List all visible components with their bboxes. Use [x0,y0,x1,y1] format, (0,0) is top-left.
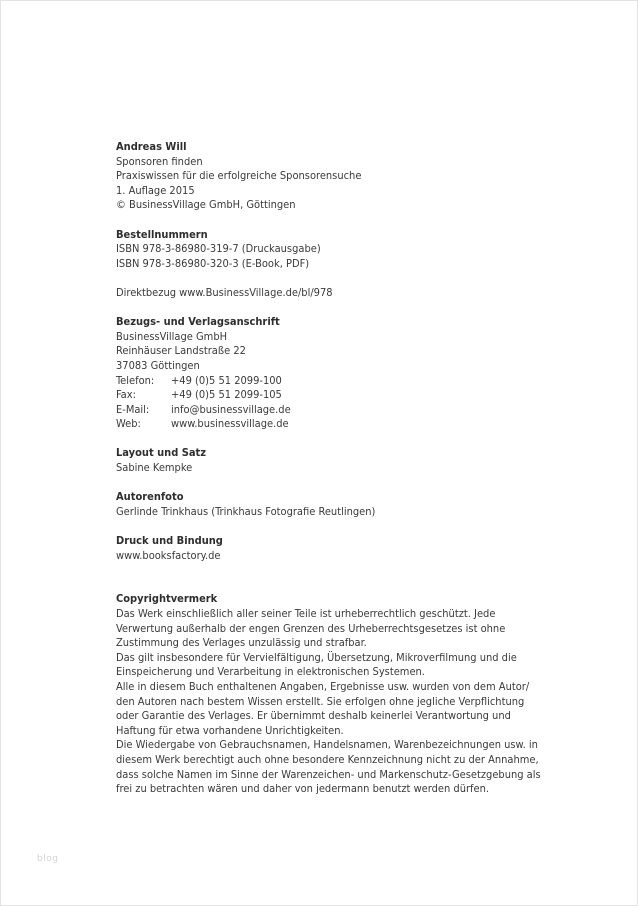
publisher-name: BusinessVillage GmbH [116,329,228,343]
layout-name: Sabine Kempke [116,461,193,475]
layout-credit [116,446,556,475]
publisher-street: Reinhäuser Landstraße 22 [116,344,246,358]
copyright-text-line: Zustimmung des Verlages unzulässig und strafbar. [116,636,367,650]
printing-url: www.booksfactory.de [116,548,221,562]
printing-credit [116,534,556,563]
photo-heading: Autorenfoto [116,490,184,504]
printing-heading: Druck und Bindung [116,534,223,548]
copyright-heading: Copyrightvermerk [116,592,218,606]
copyright-text-line: Verwertung außerhalb der engen Grenzen des Urheberrechtsgesetzes ist ohne [116,621,506,635]
copyright-text-line: den Autoren nach bestem Wissen erstellt. Sie erfolgen ohne jegliche Verpflichtung [116,694,525,708]
photo-name: Gerlinde Trinkhaus (Trinkhaus Fotografie Reutlingen) [116,504,376,518]
web-value: www.businessvillage.de [171,417,289,431]
phone-row [116,374,556,389]
copyright-text-line: Die Wiedergabe von Gebrauchsnamen, Handelsnamen, Warenbezeichnungen usw. in [116,738,538,752]
watermark: blog [37,854,59,864]
isbn-ebook: ISBN 978-3-86980-320-3 (E-Book, PDF) [116,256,310,270]
fax-row [116,388,556,403]
book-subtitle: Praxiswissen für die erfolgreiche Sponsorensuche [116,169,362,183]
fax-value: +49 (0)5 51 2099-105 [171,388,282,402]
phone-value: +49 (0)5 51 2099-100 [171,373,282,387]
publisher-heading: Bezugs- und Verlagsanschrift [116,315,280,329]
publisher-city: 37083 Göttingen [116,358,200,372]
photo-credit [116,490,556,519]
copyright-text-line: Einspeicherung und Verarbeitung in elektronischen Systemen. [116,665,425,679]
edition: 1. Auflage 2015 [116,183,195,197]
direct-order-link: Direktbezug www.BusinessVillage.de/bl/978 [116,285,333,299]
copyright-line: © BusinessVillage GmbH, Göttingen [116,198,296,212]
isbn-print: ISBN 978-3-86980-319-7 (Druckausgabe) [116,242,321,256]
order-heading: Bestellnummern [116,227,208,241]
book-title: Sponsoren finden [116,154,203,168]
copyright-text-line: dass solche Namen im Sinne der Warenzeichen- und Markenschutz-Gesetzgebung als [116,767,541,781]
order-numbers [116,228,556,272]
copyright-text-line: Das gilt insbesondere für Vervielfältigung, Übersetzung, Mikroverfilmung und die [116,650,517,664]
copyright-text-line: Alle in diesem Buch enthaltenen Angaben, Ergebnisse usw. wurden von dem Autor/ [116,679,530,693]
layout-heading: Layout und Satz [116,446,207,460]
copyright-text-line: frei zu betrachten wären und daher von jedermann benutzt werden dürfen. [116,782,490,796]
imprint-page [116,140,556,811]
web-row [116,417,556,432]
publisher-address [116,315,556,432]
phone-label: Telefon: [116,373,155,387]
author-name: Andreas Will [116,140,187,153]
email-value: info@businessvillage.de [171,402,291,416]
book-info [116,140,556,213]
email-row [116,403,556,418]
web-label: Web: [116,417,141,431]
fax-label: Fax: [116,388,136,402]
copyright-notice [116,592,556,796]
copyright-text-line: Das Werk einschließlich aller seiner Teile ist urheberrechtlich geschützt. Jede [116,607,496,620]
email-label: E-Mail: [116,402,150,416]
copyright-text-line: diesem Werk berechtigt auch ohne besondere Kennzeichnung nicht zu der Annahme, [116,752,539,766]
direct-order [116,286,556,301]
copyright-text-line: oder Garantie des Verlages. Er übernimmt deshalb keinerlei Verantwortung und [116,709,511,723]
copyright-text-line: Haftung für etwa vorhandene Unrichtigkeiten. [116,723,344,737]
